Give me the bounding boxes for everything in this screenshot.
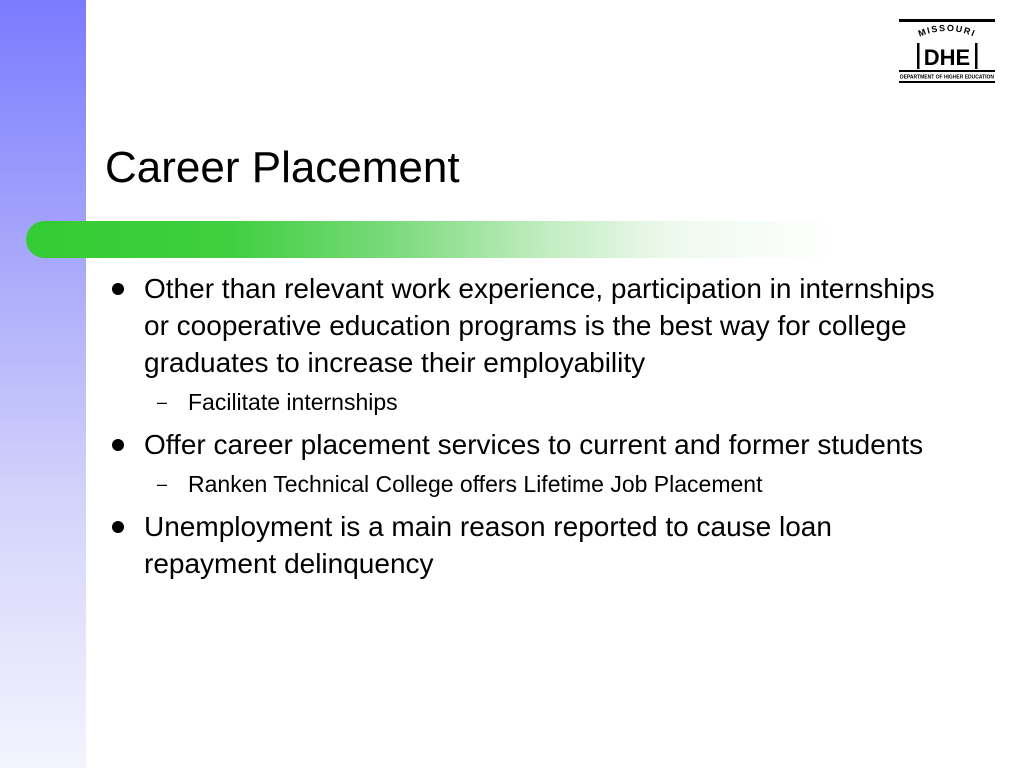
bullet-item bbox=[105, 426, 955, 463]
dash-icon: – bbox=[157, 392, 168, 412]
missouri-dhe-logo bbox=[897, 17, 997, 85]
sub-bullet-text: Ranken Technical College offers Lifetime Job Placement bbox=[188, 471, 763, 497]
bullet-dot-icon bbox=[112, 439, 124, 451]
dash-icon: – bbox=[157, 474, 168, 494]
logo-main-text: DHE bbox=[923, 45, 971, 70]
logo-top-text bbox=[917, 23, 978, 39]
bullet-dot-icon bbox=[112, 521, 124, 533]
logo-bottom-text: DEPARTMENT OF HIGHER EDUCATION bbox=[900, 74, 994, 81]
slide-title: Career Placement bbox=[105, 143, 460, 192]
bullet-text: Offer career placement services to current and former students bbox=[144, 429, 924, 460]
logo-top-textpath: MISSOURI bbox=[916, 22, 978, 39]
left-gradient-band bbox=[0, 0, 86, 768]
bullet-item bbox=[105, 508, 955, 582]
bullet-dot-icon bbox=[112, 283, 124, 295]
title-underline-bar bbox=[26, 221, 836, 258]
sub-bullet-item bbox=[105, 388, 955, 416]
bullet-item bbox=[105, 270, 955, 381]
sub-bullet-text: Facilitate internships bbox=[188, 389, 398, 415]
sub-bullet-item bbox=[105, 470, 955, 498]
bullet-text: Unemployment is a main reason reported to cause loan repayment delinquency bbox=[144, 511, 832, 579]
bullet-list bbox=[105, 270, 955, 582]
bullet-text: Other than relevant work experience, participation in internships or cooperative education programs is the best way for college graduates to increase their employability bbox=[144, 273, 935, 378]
